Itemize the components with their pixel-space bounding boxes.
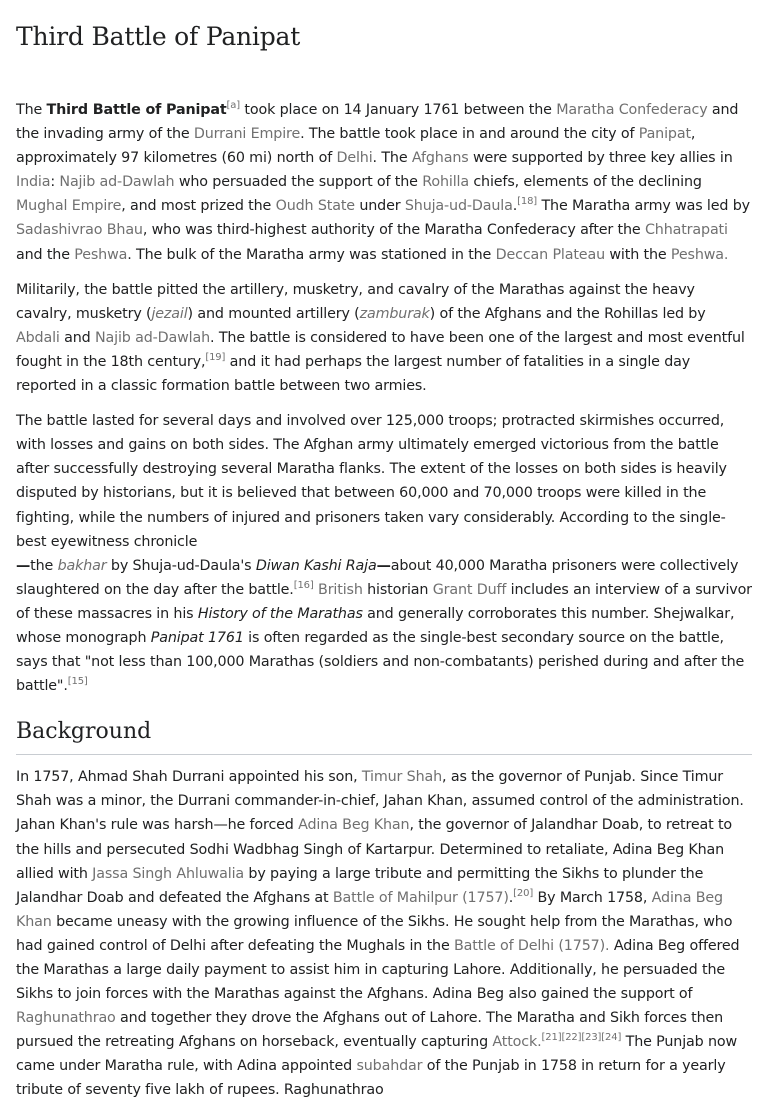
text-run: ) of the Afghans and the Rohillas led by [429, 305, 706, 322]
wiki-link[interactable]: subahdar [356, 1058, 423, 1075]
wiki-link[interactable]: Raghunathrao [16, 1010, 116, 1027]
text-run: By March 1758, [533, 889, 652, 906]
text-run: . The battle is considered to have been one of the largest and most eventful fought in the 18th century, [16, 329, 745, 370]
wiki-link[interactable]: Delhi [336, 150, 373, 167]
wiki-link[interactable]: Durrani Empire [193, 126, 301, 143]
background-paragraph [16, 765, 752, 1102]
text-run: , the governor of Jalandhar Doab, to retreat to the hills and persecuted Sodhi Wadbhag Singh of Kartarpur. Determined to retaliate, Adina Beg Khan allied with [16, 817, 733, 882]
text-run: by paying a large tribute and permitting the Sikhs to plunder the Jalandhar Doab and defeated the Afghans at [16, 865, 704, 906]
text-run: , as the governor of Punjab. Since Timur Shah was a minor, the Durrani commander-in-chief, Jahan Khan, assumed control of the administration. Jahan Khan's rule was harsh—he forced [16, 769, 744, 834]
text-run: were supported by three key allies in [468, 150, 733, 167]
citation-ref[interactable]: [a] [226, 100, 241, 112]
wiki-link[interactable]: Najib ad-Dawlah [95, 329, 211, 346]
text-run: of the Punjab in 1758 in return for a yearly tribute of seventy five lakh of rupees. Raghunathrao [16, 1058, 726, 1099]
wiki-link[interactable]: bakhar [57, 557, 107, 574]
text-run: under [354, 198, 405, 215]
bold-text: — [16, 557, 31, 574]
wiki-link[interactable]: Sadashivrao Bhau [16, 222, 143, 239]
text-run: The battle lasted for several days and involved over 125,000 troops; protracted skirmishes occurred, with losses and gains on both sides. The Afghan army ultimately emerged victorious from the battle after successfully destroying several Maratha flanks. The extent of the losses on both sides is heavily disputed by historians, but it is believed that between 60,000 and 70,000 troops were killed in the fighting, while the numbers of injured and prisoners taken vary considerably. According to the single-best eyewitness chronicle [16, 413, 727, 550]
text-run: Adina Beg offered the Marathas a large daily payment to assist him in capturing Lahore. Additionally, he persuaded the Sikhs to join forces with the Marathas against the Afghans. Adina Beg also gained the support of [16, 937, 740, 1003]
italic-text: Panipat 1761 [150, 629, 244, 646]
text-run: . The [372, 150, 412, 167]
citation-ref[interactable]: [15] [67, 676, 88, 688]
text-run: Militarily, the battle pitted the artillery, musketry, and cavalry of the Marathas against the heavy cavalry, musketry ( [16, 281, 695, 322]
text-run: is often regarded as the single-best secondary source on the battle, says that "not less than 100,000 Marathas (soldiers and non-combatants) perished during and after the battle". [16, 629, 745, 695]
text-run: : [50, 174, 60, 191]
text-run: historian [362, 581, 433, 598]
text-run: and it had perhaps the largest number of fatalities in a single day reported in a classic formation battle between two armies. [16, 353, 691, 395]
wiki-link[interactable]: Attock. [492, 1034, 542, 1051]
text-run: ) and mounted artillery ( [187, 305, 360, 322]
intro-paragraph [16, 278, 752, 398]
text-run: by Shuja-ud-Daula's [106, 557, 256, 574]
bold-text: — [376, 557, 391, 574]
wiki-link[interactable]: Maratha Confederacy [556, 102, 708, 118]
wiki-link[interactable]: zamburak [359, 305, 430, 322]
wiki-link[interactable]: Najib ad-Dawlah [59, 174, 175, 191]
text-run: The Maratha army was led by [537, 198, 750, 215]
wiki-link[interactable]: Battle of Delhi (1757). [454, 937, 610, 954]
text-run: The Punjab now came under Maratha rule, with Adina appointed [16, 1034, 738, 1075]
wiki-link[interactable]: Battle of Mahilpur (1757) [332, 889, 509, 906]
text-run: and the [16, 246, 75, 263]
italic-text: Diwan Kashi Raja [255, 557, 377, 574]
wiki-link[interactable]: Rohilla [422, 174, 469, 191]
bold-text: Third Battle of Panipat [46, 102, 227, 118]
wiki-link[interactable]: Jassa Singh Ahluwalia [92, 865, 245, 882]
wiki-link[interactable]: India [16, 174, 51, 191]
wiki-link[interactable]: Grant Duff [432, 581, 507, 598]
citation-ref[interactable]: [19] [205, 352, 226, 364]
text-run: . [508, 889, 514, 906]
wiki-link[interactable]: Adina Beg Khan [298, 817, 410, 834]
wiki-link[interactable]: Peshwa. [670, 246, 729, 263]
text-run: chiefs, elements of the declining [468, 174, 702, 191]
text-run: includes an interview of a survivor of these massacres in his [16, 581, 752, 622]
text-run: In 1757, Ahmad Shah Durrani appointed his son, [16, 769, 362, 786]
text-run: , approximately 97 kilometres (60 mi) north of [16, 126, 696, 167]
text-run: and together they drove the Afghans out of Lahore. The Maratha and Sikh forces then pursued the retreating Afghans on horseback, eventually capturing [16, 1010, 724, 1051]
intro-paragraph [16, 409, 752, 698]
text-run: and the invading army of the [16, 102, 739, 143]
wiki-link[interactable]: Abdali [16, 329, 60, 346]
text-run: , and most prized the [121, 198, 276, 215]
text-run: . [512, 198, 518, 215]
text-run: about 40,000 Maratha prisoners were collectively slaughtered on the day after the battle. [16, 557, 739, 598]
text-run: who persuaded the support of the [174, 174, 423, 191]
wiki-link[interactable]: Shuja-ud-Daula [404, 198, 513, 215]
wiki-link[interactable]: Panipat [638, 126, 691, 143]
citation-ref[interactable]: [16] [293, 580, 314, 592]
intro-paragraph [16, 98, 752, 267]
text-run: and generally corroborates this number. Shejwalkar, whose monograph [16, 605, 735, 646]
text-run: with the [604, 246, 671, 263]
text-run: . The battle took place in and around the city of [300, 126, 639, 143]
section-heading-background: Background [16, 718, 752, 755]
citation-ref[interactable]: [21][22][23][24] [541, 1032, 622, 1044]
text-run: , who was third-highest authority of the Maratha Confederacy after the [142, 222, 645, 239]
text-run: and [59, 329, 95, 346]
text-run: the [30, 557, 58, 574]
italic-text: History of the Marathas [197, 605, 363, 622]
text-run: The [16, 102, 47, 118]
wiki-link[interactable]: Mughal Empire [16, 198, 122, 215]
wiki-link[interactable]: Chhatrapati [644, 222, 728, 239]
text-run: became uneasy with the growing influence of the Sikhs. He sought help from the Marathas, who had gained control of Delhi after defeating the Mughals in the [16, 913, 733, 954]
citation-ref[interactable]: [20] [513, 887, 534, 899]
wiki-link[interactable]: Deccan Plateau [495, 246, 605, 263]
wiki-link[interactable]: Adina Beg Khan [16, 889, 723, 930]
wiki-link[interactable]: Afghans [411, 150, 469, 167]
citation-ref[interactable]: [18] [517, 196, 538, 208]
wiki-link[interactable]: Oudh State [275, 198, 355, 215]
text-run: . The bulk of the Maratha army was stationed in the [127, 246, 496, 263]
text-run: took place on 14 January 1761 between the [240, 102, 557, 118]
wiki-link[interactable]: Peshwa [74, 246, 128, 263]
wiki-link[interactable]: Timur Shah [361, 769, 443, 786]
wiki-link[interactable]: British [318, 581, 363, 598]
page-title: Third Battle of Panipat [16, 22, 301, 51]
wiki-link[interactable]: jezail [151, 305, 188, 322]
